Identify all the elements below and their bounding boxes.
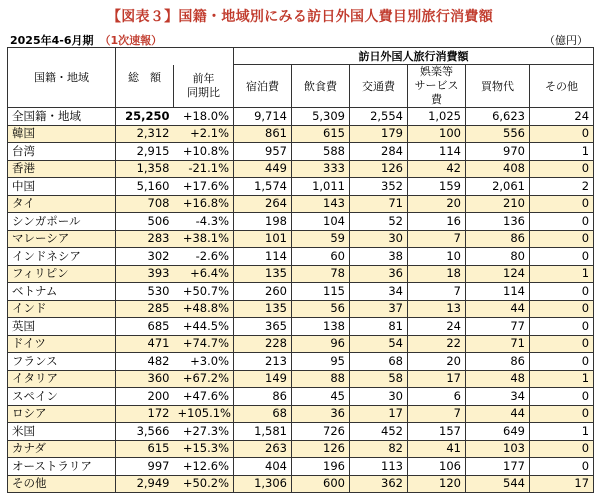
cell-yoy: +50.7% <box>174 283 234 301</box>
table-row <box>8 405 594 423</box>
table-row <box>8 458 594 476</box>
cell-transport: 362 <box>350 475 408 493</box>
cell-lodging: 1,574 <box>234 178 292 196</box>
cell-total: 506 <box>116 213 174 231</box>
cell-other: 2 <box>530 178 594 196</box>
cell-lodging: 1,581 <box>234 423 292 441</box>
cell-other: 0 <box>530 353 594 371</box>
cell-total: 685 <box>116 318 174 336</box>
table-row <box>8 195 594 213</box>
cell-other: 0 <box>530 125 594 143</box>
cell-transport: 179 <box>350 125 408 143</box>
cell-yoy: -2.6% <box>174 248 234 266</box>
cell-total: 1,358 <box>116 160 174 178</box>
cell-transport: 82 <box>350 440 408 458</box>
cell-food: 45 <box>292 388 350 406</box>
cell-name: 台湾 <box>8 143 116 161</box>
cell-yoy: +18.0% <box>174 108 234 126</box>
cell-lodging: 213 <box>234 353 292 371</box>
cell-entertainment: 159 <box>408 178 466 196</box>
table-row <box>8 388 594 406</box>
cell-lodging: 264 <box>234 195 292 213</box>
cell-total: 172 <box>116 405 174 423</box>
period-label <box>10 32 162 48</box>
cell-entertainment: 22 <box>408 335 466 353</box>
cell-shopping: 970 <box>466 143 530 161</box>
table-row <box>8 423 594 441</box>
cell-name: マレーシア <box>8 230 116 248</box>
header-food: 飲食費 <box>292 65 350 108</box>
cell-other: 0 <box>530 283 594 301</box>
cell-transport: 113 <box>350 458 408 476</box>
cell-entertainment: 16 <box>408 213 466 231</box>
cell-other: 0 <box>530 458 594 476</box>
cell-name: ベトナム <box>8 283 116 301</box>
cell-yoy: +67.2% <box>174 370 234 388</box>
header-entertainment: 娯楽等 サービス費 <box>408 65 466 108</box>
cell-yoy: +12.6% <box>174 458 234 476</box>
cell-entertainment: 18 <box>408 265 466 283</box>
cell-transport: 58 <box>350 370 408 388</box>
cell-other: 1 <box>530 265 594 283</box>
cell-yoy: +47.6% <box>174 388 234 406</box>
cell-entertainment: 120 <box>408 475 466 493</box>
cell-food: 56 <box>292 300 350 318</box>
cell-total: 393 <box>116 265 174 283</box>
cell-name: 米国 <box>8 423 116 441</box>
table-body <box>8 108 594 493</box>
cell-total: 708 <box>116 195 174 213</box>
cell-entertainment: 41 <box>408 440 466 458</box>
cell-name: ドイツ <box>8 335 116 353</box>
cell-lodging: 198 <box>234 213 292 231</box>
cell-name: カナダ <box>8 440 116 458</box>
cell-transport: 81 <box>350 318 408 336</box>
cell-total: 2,312 <box>116 125 174 143</box>
cell-transport: 30 <box>350 230 408 248</box>
table-row <box>8 143 594 161</box>
header-group: 訪日外国人旅行消費額 <box>234 48 594 65</box>
cell-lodging: 86 <box>234 388 292 406</box>
cell-entertainment: 1,025 <box>408 108 466 126</box>
cell-name: スペイン <box>8 388 116 406</box>
header-other: その他 <box>530 65 594 108</box>
cell-food: 726 <box>292 423 350 441</box>
cell-food: 96 <box>292 335 350 353</box>
cell-other: 0 <box>530 405 594 423</box>
cell-yoy: +6.4% <box>174 265 234 283</box>
cell-shopping: 136 <box>466 213 530 231</box>
cell-food: 126 <box>292 440 350 458</box>
cell-yoy: +10.8% <box>174 143 234 161</box>
cell-name: イタリア <box>8 370 116 388</box>
cell-name: その他 <box>8 475 116 493</box>
cell-total: 360 <box>116 370 174 388</box>
cell-other: 1 <box>530 143 594 161</box>
table-row <box>8 178 594 196</box>
cell-total: 3,566 <box>116 423 174 441</box>
cell-other: 1 <box>530 370 594 388</box>
cell-transport: 38 <box>350 248 408 266</box>
cell-other: 0 <box>530 213 594 231</box>
cell-other: 0 <box>530 388 594 406</box>
cell-transport: 452 <box>350 423 408 441</box>
cell-entertainment: 24 <box>408 318 466 336</box>
cell-entertainment: 42 <box>408 160 466 178</box>
cell-total: 482 <box>116 353 174 371</box>
header-country: 国籍・地域 <box>8 48 116 108</box>
cell-other: 1 <box>530 423 594 441</box>
cell-shopping: 86 <box>466 353 530 371</box>
cell-shopping: 80 <box>466 248 530 266</box>
cell-name: フィリピン <box>8 265 116 283</box>
cell-other: 0 <box>530 300 594 318</box>
cell-lodging: 957 <box>234 143 292 161</box>
cell-shopping: 556 <box>466 125 530 143</box>
cell-shopping: 103 <box>466 440 530 458</box>
table-row <box>8 300 594 318</box>
cell-food: 588 <box>292 143 350 161</box>
cell-transport: 30 <box>350 388 408 406</box>
cell-transport: 17 <box>350 405 408 423</box>
cell-food: 5,309 <box>292 108 350 126</box>
cell-name: フランス <box>8 353 116 371</box>
cell-other: 0 <box>530 160 594 178</box>
cell-food: 88 <box>292 370 350 388</box>
cell-transport: 2,554 <box>350 108 408 126</box>
cell-entertainment: 106 <box>408 458 466 476</box>
cell-entertainment: 157 <box>408 423 466 441</box>
header-total: 総 額 <box>116 48 174 108</box>
header-transport: 交通費 <box>350 65 408 108</box>
cell-other: 24 <box>530 108 594 126</box>
table-row <box>8 230 594 248</box>
cell-total: 2,949 <box>116 475 174 493</box>
table-row <box>8 353 594 371</box>
cell-transport: 68 <box>350 353 408 371</box>
cell-transport: 34 <box>350 283 408 301</box>
cell-total: 285 <box>116 300 174 318</box>
cell-name: 韓国 <box>8 125 116 143</box>
cell-total: 200 <box>116 388 174 406</box>
cell-shopping: 48 <box>466 370 530 388</box>
cell-shopping: 408 <box>466 160 530 178</box>
cell-total: 471 <box>116 335 174 353</box>
table-row <box>8 440 594 458</box>
cell-total: 615 <box>116 440 174 458</box>
table-row <box>8 265 594 283</box>
table-row <box>8 318 594 336</box>
cell-lodging: 9,714 <box>234 108 292 126</box>
cell-lodging: 449 <box>234 160 292 178</box>
cell-other: 0 <box>530 318 594 336</box>
cell-lodging: 101 <box>234 230 292 248</box>
cell-entertainment: 7 <box>408 283 466 301</box>
cell-shopping: 177 <box>466 458 530 476</box>
table-row <box>8 160 594 178</box>
preliminary-note: （1次速報） <box>99 34 163 47</box>
cell-other: 0 <box>530 440 594 458</box>
cell-entertainment: 7 <box>408 230 466 248</box>
table-row <box>8 335 594 353</box>
cell-total: 283 <box>116 230 174 248</box>
cell-shopping: 2,061 <box>466 178 530 196</box>
cell-yoy: +105.1% <box>174 405 234 423</box>
cell-shopping: 44 <box>466 405 530 423</box>
cell-yoy: +74.7% <box>174 335 234 353</box>
cell-shopping: 124 <box>466 265 530 283</box>
unit-label: （億円） <box>544 34 588 47</box>
table-row <box>8 108 594 126</box>
cell-total: 25,250 <box>116 108 174 126</box>
table-row <box>8 213 594 231</box>
cell-entertainment: 17 <box>408 370 466 388</box>
cell-food: 78 <box>292 265 350 283</box>
cell-yoy: +50.2% <box>174 475 234 493</box>
cell-transport: 36 <box>350 265 408 283</box>
cell-transport: 352 <box>350 178 408 196</box>
cell-lodging: 114 <box>234 248 292 266</box>
cell-total: 2,915 <box>116 143 174 161</box>
cell-name: 英国 <box>8 318 116 336</box>
cell-shopping: 114 <box>466 283 530 301</box>
cell-total: 302 <box>116 248 174 266</box>
cell-food: 600 <box>292 475 350 493</box>
cell-lodging: 404 <box>234 458 292 476</box>
cell-yoy: +17.6% <box>174 178 234 196</box>
cell-shopping: 544 <box>466 475 530 493</box>
cell-lodging: 135 <box>234 265 292 283</box>
cell-name: シンガポール <box>8 213 116 231</box>
cell-transport: 284 <box>350 143 408 161</box>
cell-entertainment: 114 <box>408 143 466 161</box>
cell-transport: 54 <box>350 335 408 353</box>
cell-transport: 52 <box>350 213 408 231</box>
cell-other: 0 <box>530 335 594 353</box>
table-row <box>8 475 594 493</box>
cell-entertainment: 20 <box>408 195 466 213</box>
cell-food: 615 <box>292 125 350 143</box>
cell-name: オーストラリア <box>8 458 116 476</box>
cell-food: 138 <box>292 318 350 336</box>
table-row <box>8 283 594 301</box>
cell-yoy: +2.1% <box>174 125 234 143</box>
cell-food: 1,011 <box>292 178 350 196</box>
cell-total: 5,160 <box>116 178 174 196</box>
cell-food: 196 <box>292 458 350 476</box>
cell-total: 530 <box>116 283 174 301</box>
cell-food: 104 <box>292 213 350 231</box>
cell-name: ロシア <box>8 405 116 423</box>
cell-transport: 126 <box>350 160 408 178</box>
cell-lodging: 135 <box>234 300 292 318</box>
cell-shopping: 6,623 <box>466 108 530 126</box>
header-lodging: 宿泊費 <box>234 65 292 108</box>
cell-lodging: 861 <box>234 125 292 143</box>
cell-entertainment: 10 <box>408 248 466 266</box>
cell-yoy: +27.3% <box>174 423 234 441</box>
cell-lodging: 263 <box>234 440 292 458</box>
cell-other: 17 <box>530 475 594 493</box>
cell-yoy: -21.1% <box>174 160 234 178</box>
cell-food: 115 <box>292 283 350 301</box>
page-title: 【図表３】国籍・地域別にみる訪日外国人費目別旅行消費額 <box>106 9 494 25</box>
cell-lodging: 228 <box>234 335 292 353</box>
cell-food: 333 <box>292 160 350 178</box>
cell-name: 香港 <box>8 160 116 178</box>
consumption-table <box>7 47 594 493</box>
header-yoy: 前年 同期比 <box>174 65 234 108</box>
cell-name: 全国籍・地域 <box>8 108 116 126</box>
header-shopping: 買物代 <box>466 65 530 108</box>
cell-other: 0 <box>530 248 594 266</box>
cell-name: インドネシア <box>8 248 116 266</box>
cell-other: 0 <box>530 195 594 213</box>
cell-food: 95 <box>292 353 350 371</box>
table-row <box>8 248 594 266</box>
cell-lodging: 1,306 <box>234 475 292 493</box>
cell-food: 59 <box>292 230 350 248</box>
cell-name: インド <box>8 300 116 318</box>
cell-food: 36 <box>292 405 350 423</box>
cell-lodging: 365 <box>234 318 292 336</box>
cell-yoy: +16.8% <box>174 195 234 213</box>
cell-entertainment: 6 <box>408 388 466 406</box>
cell-yoy: +15.3% <box>174 440 234 458</box>
cell-yoy: -4.3% <box>174 213 234 231</box>
cell-yoy: +38.1% <box>174 230 234 248</box>
cell-lodging: 149 <box>234 370 292 388</box>
cell-yoy: +44.5% <box>174 318 234 336</box>
cell-total: 997 <box>116 458 174 476</box>
cell-yoy: +3.0% <box>174 353 234 371</box>
cell-food: 143 <box>292 195 350 213</box>
cell-shopping: 649 <box>466 423 530 441</box>
cell-yoy: +48.8% <box>174 300 234 318</box>
cell-entertainment: 7 <box>408 405 466 423</box>
cell-shopping: 34 <box>466 388 530 406</box>
cell-shopping: 44 <box>466 300 530 318</box>
cell-food: 60 <box>292 248 350 266</box>
cell-lodging: 68 <box>234 405 292 423</box>
header-yoy-spacer <box>174 48 234 65</box>
cell-transport: 71 <box>350 195 408 213</box>
period-text: 2025年4-6月期 <box>10 34 94 47</box>
cell-shopping: 210 <box>466 195 530 213</box>
cell-name: 中国 <box>8 178 116 196</box>
cell-name: タイ <box>8 195 116 213</box>
cell-shopping: 77 <box>466 318 530 336</box>
table-row <box>8 125 594 143</box>
cell-lodging: 260 <box>234 283 292 301</box>
cell-entertainment: 20 <box>408 353 466 371</box>
cell-entertainment: 100 <box>408 125 466 143</box>
cell-other: 0 <box>530 230 594 248</box>
cell-shopping: 71 <box>466 335 530 353</box>
table-row <box>8 370 594 388</box>
cell-transport: 37 <box>350 300 408 318</box>
cell-shopping: 86 <box>466 230 530 248</box>
cell-entertainment: 13 <box>408 300 466 318</box>
